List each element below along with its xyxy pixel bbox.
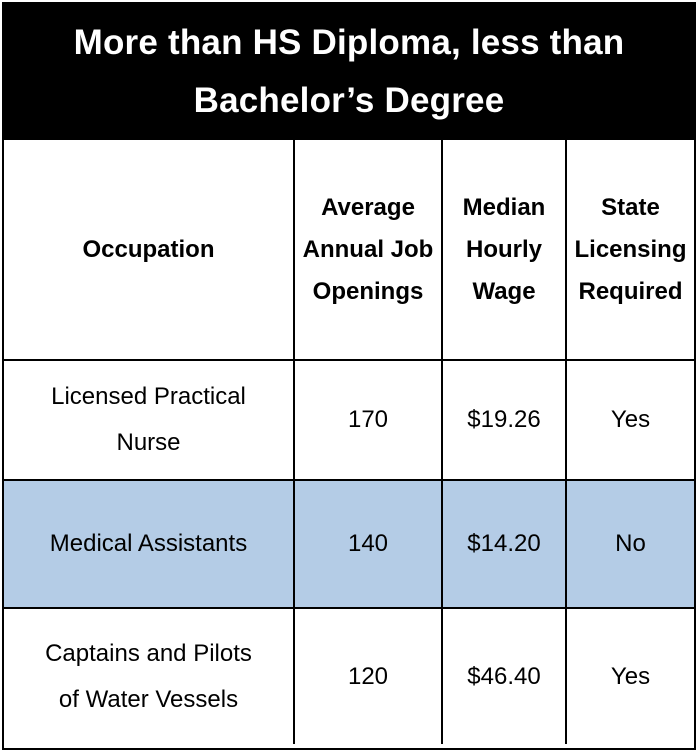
cell-openings: 170 [294,360,442,480]
header-openings-line-2: Annual Job [302,235,434,263]
table-row [4,608,694,744]
header-occupation [4,140,294,360]
cell-openings: 140 [294,480,442,608]
title-line-1: More than HS Diploma, less than [73,23,625,62]
header-wage-line-2: Hourly [465,235,542,263]
header-licensing-line-1: State [601,193,660,221]
occupation-line-2: of Water Vessels [58,685,239,713]
header-openings-line-3: Openings [312,277,424,305]
cell-openings: 120 [294,608,442,744]
cell-licensing: Yes [566,360,694,480]
occupation-line-1: Captains and Pilots [45,639,252,667]
cell-wage: $14.20 [442,480,566,608]
cell-wage: $19.26 [442,360,566,480]
header-row [4,140,694,360]
header-wage-line-3: Wage [472,277,536,305]
header-openings-line-1: Average [321,193,415,221]
header-licensing-line-3: Required [578,277,683,305]
header-wage-line-1: Median [462,193,546,221]
occupation-line-1: Medical Assistants [49,530,248,557]
occupation-line-1: Licensed Practical [51,383,246,410]
title-line-2: Bachelor’s Degree [193,81,505,120]
table-row-highlighted [4,480,694,608]
table-title [4,4,694,140]
cell-occupation [4,360,294,480]
occupations-table [4,140,694,744]
table-row [4,360,694,480]
cell-licensing: Yes [566,608,694,744]
header-licensing-line-2: Licensing [574,235,687,263]
cell-wage: $46.40 [442,608,566,744]
header-openings [294,140,442,360]
occupation-line-2: Nurse [116,429,181,456]
header-wage [442,140,566,360]
cell-occupation [4,608,294,744]
cell-occupation [4,480,294,608]
job-table-card [2,2,696,750]
header-licensing [566,140,694,360]
header-occupation-label: Occupation [82,235,215,263]
cell-licensing: No [566,480,694,608]
